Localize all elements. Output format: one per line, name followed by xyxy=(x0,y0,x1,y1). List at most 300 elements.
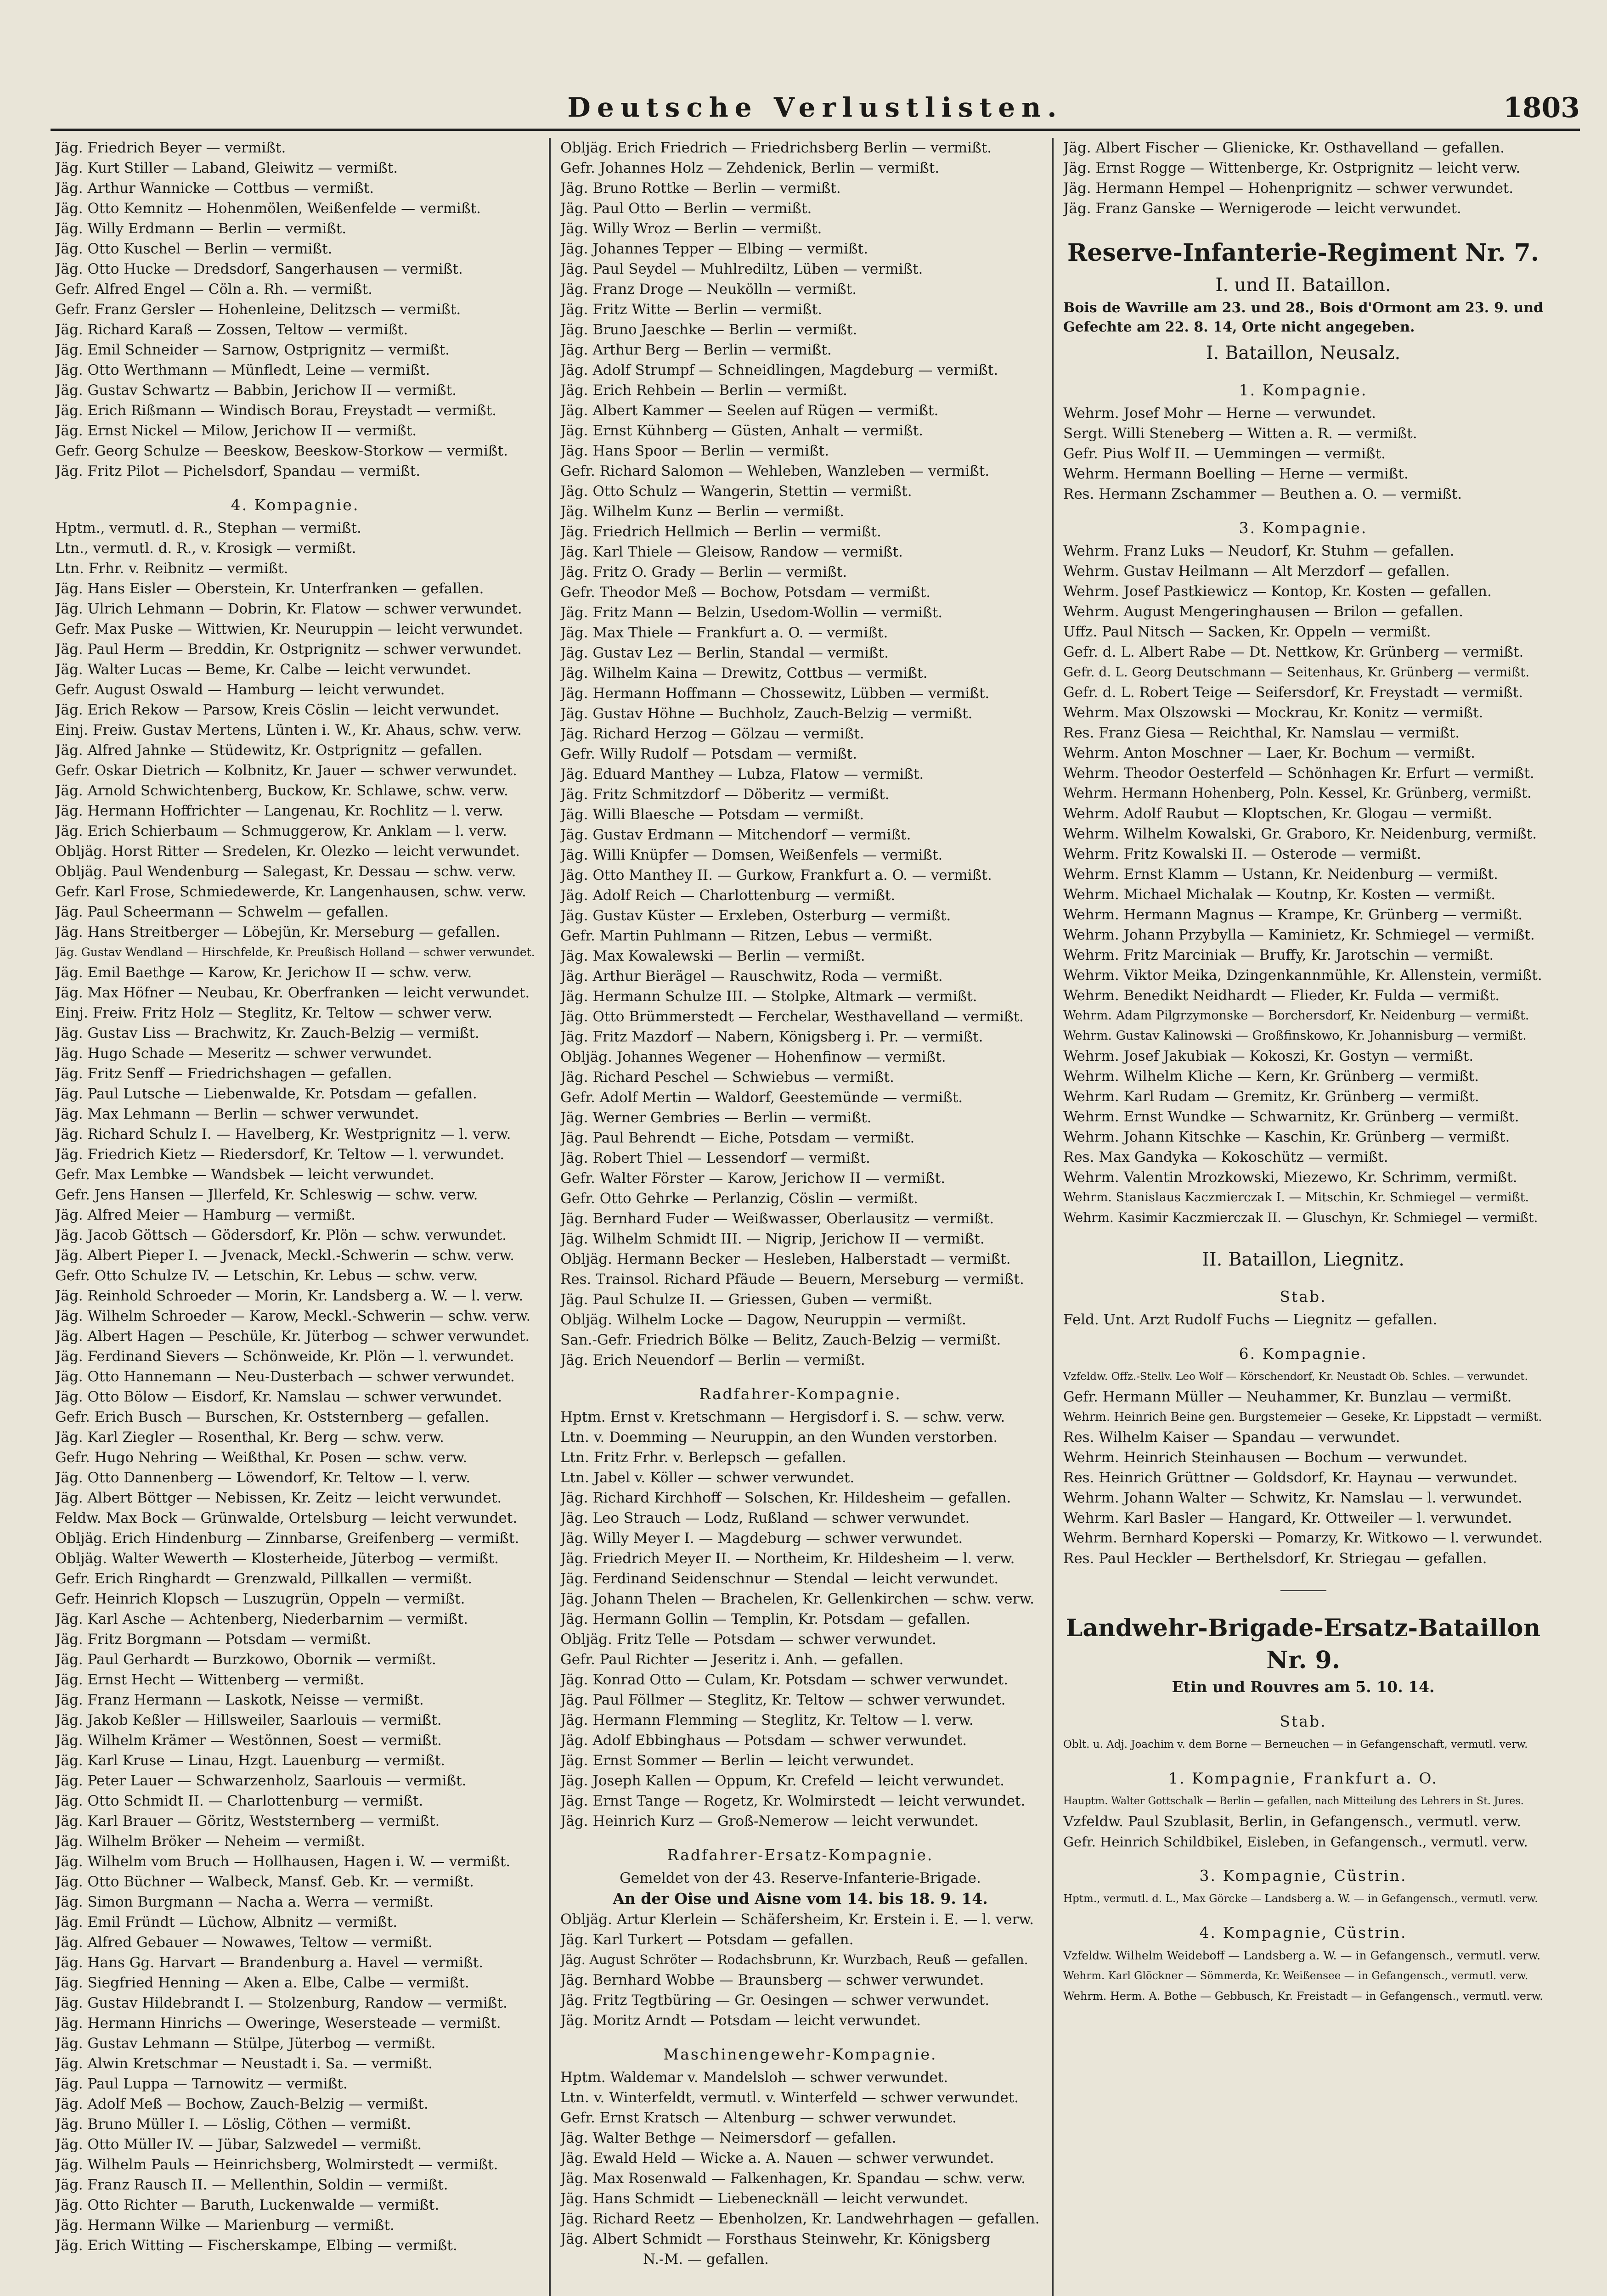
casualty-entry: Res. Trainsol. Richard Pfäude — Beuern, Merseburg — vermißt. xyxy=(560,1271,1024,1288)
casualty-entry: Jäg. Johann Thelen — Brachelen, Kr. Gellenkirchen — schw. verw. xyxy=(560,1591,1034,1607)
section-heading: Stab. xyxy=(1280,1288,1327,1306)
casualty-entry: Jäg. Friedrich Meyer II. — Northeim, Kr. Hildesheim — l. verw. xyxy=(560,1550,1015,1567)
casualty-entry: Hptm., vermutl. d. R., Stephan — vermißt. xyxy=(55,520,361,536)
casualty-entry: Jäg. Ernst Kühnberg — Güsten, Anhalt — vermißt. xyxy=(560,422,924,439)
casualty-entry: Jäg. Ewald Held — Wicke a. A. Nauen — schwer verwundet. xyxy=(560,2150,994,2167)
casualty-entry: Obljäg. Hermann Becker — Hesleben, Halberstadt — vermißt. xyxy=(560,1251,1011,1267)
casualty-entry: Jäg. Otto Bölow — Eisdorf, Kr. Namslau — schwer verwundet. xyxy=(55,1389,502,1405)
column-middle xyxy=(560,138,1040,2296)
casualty-entry: Jäg. Adolf Meß — Bochow, Zauch-Belzig — vermißt. xyxy=(55,2096,429,2112)
casualty-entry: Jäg. Bernhard Wobbe — Braunsberg — schwer verwundet. xyxy=(560,1972,984,1988)
casualty-entry: Jäg. Willy Meyer I. — Magdeburg — schwer verwundet. xyxy=(560,1530,963,1547)
casualty-list xyxy=(1063,541,1543,1228)
casualty-entry: Feld. Unt. Arzt Rudolf Fuchs — Liegnitz — gefallen. xyxy=(1063,1311,1438,1328)
section-heading: Stab. xyxy=(1280,1712,1327,1730)
casualty-entry: Jäg. Gustav Liss — Brachwitz, Kr. Zauch-Belzig — vermißt. xyxy=(55,1025,479,1041)
section-heading: 1. Kompagnie, Frankfurt a. O. xyxy=(1168,1769,1438,1787)
casualty-entry: Jäg. Adolf Strumpf — Schneidlingen, Magdeburg — vermißt. xyxy=(560,362,998,378)
casualty-entry: Jäg. Ernst Tange — Rogetz, Kr. Wolmirstedt — leicht verwundet. xyxy=(560,1793,1026,1809)
casualty-entry: Wehrm. Gustav Kalinowski — Großfinskowo, Kr. Johannisburg — vermißt. xyxy=(1063,1029,1527,1043)
column-rule xyxy=(1052,138,1054,2296)
casualty-entry: Jäg. Otto Richter — Baruth, Luckenwalde — vermißt. xyxy=(55,2197,440,2213)
casualty-entry: Res. Heinrich Grüttner — Goldsdorf, Kr. Haynau — verwundet. xyxy=(1063,1469,1518,1486)
casualty-entry: Jäg. Reinhold Schroeder — Morin, Kr. Landsberg a. W. — l. verw. xyxy=(55,1288,524,1304)
casualty-entry: Jäg. Hermann Hoffmann — Chossewitz, Lübben — vermißt. xyxy=(560,685,990,702)
casualty-entry: Jäg. Walter Bethge — Neimersdorf — gefallen. xyxy=(560,2130,897,2146)
casualty-entry: Wehrm. Fritz Kowalski II. — Osterode — vermißt. xyxy=(1063,846,1421,862)
entry-continuation: N.-M. — gefallen. xyxy=(643,2251,769,2268)
casualty-entry: Hptm. Ernst v. Kretschmann — Hergisdorf i. S. — schw. verw. xyxy=(560,1409,1005,1425)
casualty-entry: Jäg. Gustav Höhne — Buchholz, Zauch-Belzig — vermißt. xyxy=(560,705,973,722)
casualty-entry: Gefr. Erich Ringhardt — Grenzwald, Pillkallen — vermißt. xyxy=(55,1570,473,1587)
casualty-entry: Gefr. Walter Förster — Karow, Jerichow II — vermißt. xyxy=(560,1170,946,1187)
casualty-entry: Jäg. Moritz Arndt — Potsdam — leicht verwundet. xyxy=(560,2012,921,2029)
casualty-entry: Jäg. Arthur Wannicke — Cottbus — vermißt. xyxy=(55,180,374,197)
casualty-entry: Jäg. Hermann Hinrichs — Oweringe, Wesersteade — vermißt. xyxy=(55,2015,501,2032)
section-heading: 4. Kompagnie, Cüstrin. xyxy=(1199,1924,1407,1941)
battalion-heading: I. Bataillon, Neusalz. xyxy=(1206,343,1401,364)
section-heading: Radfahrer-Kompagnie. xyxy=(699,1385,902,1403)
casualty-entry: Jäg. Ferdinand Seidenschnur — Stendal — leicht verwundet. xyxy=(560,1570,999,1587)
casualty-entry: Obljäg. Horst Ritter — Sredelen, Kr. Olezko — leicht verwundet. xyxy=(55,843,520,860)
casualty-entry: Wehrm. Benedikt Neidhardt — Flieder, Kr. Fulda — vermißt. xyxy=(1063,987,1500,1004)
casualty-entry: Jäg. Siegfried Henning — Aken a. Elbe, Calbe — vermißt. xyxy=(55,1975,469,1991)
casualty-entry: Jäg. Paul Gerhardt — Burzkowo, Obornik — vermißt. xyxy=(55,1651,436,1668)
casualty-entry: Gefr. Franz Gersler — Hohenleine, Delitzsch — vermißt. xyxy=(55,301,461,318)
casualty-entry: San.-Gefr. Friedrich Bölke — Belitz, Zauch-Belzig — vermißt. xyxy=(560,1332,1001,1348)
casualty-entry: Jäg. Willy Erdmann — Berlin — vermißt. xyxy=(55,220,347,237)
battle-dates: Etin und Rouvres am 5. 10. 14. xyxy=(1172,1678,1435,1696)
casualty-entry: Res. Franz Giesa — Reichthal, Kr. Namslau — vermißt. xyxy=(1063,725,1460,741)
casualty-entry: Wehrm. Adam Pilgrzymonske — Borchersdorf, Kr. Neidenburg — vermißt. xyxy=(1063,1008,1529,1023)
casualty-entry: Jäg. Fritz Senff — Friedrichshagen — gefallen. xyxy=(55,1065,392,1082)
casualty-entry: Jäg. Richard Herzog — Gölzau — vermißt. xyxy=(560,726,864,742)
casualty-entry: Jäg. Friedrich Beyer — vermißt. xyxy=(55,140,286,156)
casualty-entry: Jäg. Emil Schneider — Sarnow, Ostprignitz — vermißt. xyxy=(55,342,450,358)
casualty-entry: Jäg. Erich Schierbaum — Schmuggerow, Kr. Anklam — l. verw. xyxy=(55,823,507,839)
casualty-entry: Jäg. Albert Böttger — Nebissen, Kr. Zeitz — leicht verwundet. xyxy=(55,1490,502,1506)
casualty-entry: Gefr. Erich Busch — Burschen, Kr. Oststernberg — gefallen. xyxy=(55,1409,490,1425)
casualty-list xyxy=(560,138,1040,1370)
casualty-entry: Jäg. Wilhelm Bröker — Neheim — vermißt. xyxy=(55,1833,365,1850)
casualty-entry: Jäg. Hugo Schade — Meseritz — schwer verwundet. xyxy=(55,1045,432,1062)
casualty-entry: Obljäg. Walter Wewerth — Klosterheide, Jüterbog — vermißt. xyxy=(55,1550,499,1567)
column-rule xyxy=(549,138,551,2296)
casualty-entry: Gefr. Paul Richter — Jeseritz i. Anh. — gefallen. xyxy=(560,1651,904,1668)
casualty-list xyxy=(560,2067,1040,2249)
casualty-entry: Jäg. Ulrich Lehmann — Dobrin, Kr. Flatow — schwer verwundet. xyxy=(55,601,522,617)
section-divider xyxy=(1280,1590,1326,1591)
casualty-entry: Wehrm. Hermann Boelling — Herne — vermißt. xyxy=(1063,466,1409,482)
casualty-entry: Wehrm. Hermann Hohenberg, Poln. Kessel, Kr. Grünberg, vermißt. xyxy=(1063,785,1532,801)
section-note: Gemeldet von der 43. Reserve-Infanterie-Brigade. xyxy=(620,1870,981,1886)
casualty-entry: Jäg. Otto Hucke — Dredsdorf, Sangerhausen — vermißt. xyxy=(55,261,463,277)
casualty-entry: Jäg. Werner Gembries — Berlin — vermißt. xyxy=(560,1109,872,1126)
casualty-entry: Jäg. Hans Gg. Harvart — Brandenburg a. Havel — vermißt. xyxy=(55,1954,484,1971)
casualty-list xyxy=(1063,138,1543,219)
casualty-entry: Jäg. Paul Otto — Berlin — vermißt. xyxy=(560,200,812,217)
casualty-entry: Jäg. Fritz Witte — Berlin — vermißt. xyxy=(560,301,823,318)
casualty-entry: Gefr. Otto Schulze IV. — Letschin, Kr. Lebus — schw. verw. xyxy=(55,1267,478,1284)
casualty-entry: Jäg. Fritz O. Grady — Berlin — vermißt. xyxy=(560,564,847,580)
casualty-entry: Jäg. Ferdinand Sievers — Schönweide, Kr. Plön — l. verwundet. xyxy=(55,1348,514,1365)
casualty-entry: Jäg. Erich Rekow — Parsow, Kreis Cöslin — leicht verwundet. xyxy=(55,702,500,718)
casualty-entry: Obljäg. Johannes Wegener — Hohenfinow — vermißt. xyxy=(560,1049,946,1065)
casualty-entry: Obljäg. Wilhelm Locke — Dagow, Neuruppin — vermißt. xyxy=(560,1311,966,1328)
casualty-entry: Jäg. Gustav Wendland — Hirschfelde, Kr. Preußisch Holland — schwer verwundet. xyxy=(55,945,535,959)
section-heading: Radfahrer-Ersatz-Kompagnie. xyxy=(667,1846,934,1864)
section-heading: 3. Kompagnie, Cüstrin. xyxy=(1199,1867,1407,1885)
casualty-entry: Ltn. Jabel v. Köller — schwer verwundet. xyxy=(560,1469,855,1486)
casualty-entry: Jäg. Max Thiele — Frankfurt a. O. — vermißt. xyxy=(560,625,888,641)
casualty-entry: Jäg. Richard Kirchhoff — Solschen, Kr. Hildesheim — gefallen. xyxy=(560,1490,1011,1506)
casualty-entry: Jäg. Ernst Nickel — Milow, Jerichow II — vermißt. xyxy=(55,422,417,439)
casualty-entry: Jäg. Karl Turkert — Potsdam — gefallen. xyxy=(560,1931,854,1948)
casualty-entry: Jäg. Paul Luppa — Tarnowitz — vermißt. xyxy=(55,2076,348,2092)
page-header xyxy=(51,92,1580,131)
casualty-entry: Uffz. Paul Nitsch — Sacken, Kr. Oppeln — vermißt. xyxy=(1063,624,1431,640)
casualty-entry: Wehrm. Josef Pastkiewicz — Kontop, Kr. Kosten — gefallen. xyxy=(1063,583,1492,600)
casualty-entry: Hauptm. Walter Gottschalk — Berlin — gefallen, nach Mitteilung des Lehrers in St. Jures. xyxy=(1063,1795,1524,1807)
casualty-entry: Jäg. Hans Eisler — Oberstein, Kr. Unterfranken — gefallen. xyxy=(55,580,484,597)
casualty-entry: Jäg. Wilhelm Krämer — Westönnen, Soest — vermißt. xyxy=(55,1732,442,1749)
casualty-entry: Jäg. Wilhelm Kaina — Drewitz, Cottbus — vermißt. xyxy=(560,665,928,681)
casualty-entry: Jäg. Albert Pieper I. — Jvenack, Meckl.-Schwerin — schw. verw. xyxy=(55,1247,514,1264)
casualty-entry: Wehrm. Kasimir Kaczmierczak II. — Gluschyn, Kr. Schmiegel — vermißt. xyxy=(1063,1210,1538,1225)
casualty-entry: Jäg. Wilhelm Kunz — Berlin — vermißt. xyxy=(560,503,844,520)
casualty-entry: Jäg. Willi Knüpfer — Domsen, Weißenfels — vermißt. xyxy=(560,847,943,863)
casualty-entry: Obljäg. Erich Friedrich — Friedrichsberg Berlin — vermißt. xyxy=(560,140,992,156)
casualty-entry: Hptm. Waldemar v. Mandelsloh — schwer verwundet. xyxy=(560,2069,948,2086)
casualty-entry: Jäg. Willy Wroz — Berlin — vermißt. xyxy=(560,220,822,237)
casualty-entry: Jäg. Richard Karaß — Zossen, Teltow — vermißt. xyxy=(55,321,408,338)
battle-description: Bois de Wavrille am 23. und 28., Bois d'Ormont am 23. 9. und Gefechte am 22. 8. 14, Orte nicht angegeben. xyxy=(1063,300,1543,335)
casualty-entry: Gefr. Johannes Holz — Zehdenick, Berlin — vermißt. xyxy=(560,160,940,176)
casualty-entry: Jäg. Otto Kemnitz — Hohenmölen, Weißenfelde — vermißt. xyxy=(55,200,481,217)
casualty-entry: Wehrm. Michael Michalak — Koutnp, Kr. Kosten — vermißt. xyxy=(1063,886,1496,903)
casualty-entry: Jäg. Ernst Rogge — Wittenberge, Kr. Ostprignitz — leicht verw. xyxy=(1063,160,1521,176)
casualty-entry: Jäg. Wilhelm Pauls — Heinrichsberg, Wolmirstedt — vermißt. xyxy=(55,2156,498,2173)
casualty-entry: Jäg. Max Höfner — Neubau, Kr. Oberfranken — leicht verwundet. xyxy=(55,985,530,1001)
casualty-entry: Jäg. Leo Strauch — Lodz, Rußland — schwer verwundet. xyxy=(560,1510,970,1526)
casualty-entry: Res. Paul Heckler — Berthelsdorf, Kr. Striegau — gefallen. xyxy=(1063,1550,1487,1567)
casualty-entry: Jäg. Fritz Schmitzdorf — Döberitz — vermißt. xyxy=(560,786,890,803)
casualty-entry: Wehrm. Johann Kitschke — Kaschin, Kr. Grünberg — vermißt. xyxy=(1063,1129,1510,1145)
casualty-entry: Wehrm. Wilhelm Kliche — Kern, Kr. Grünberg — vermißt. xyxy=(1063,1068,1479,1085)
casualty-entry: Gefr. Theodor Meß — Bochow, Potsdam — vermißt. xyxy=(560,584,931,601)
casualty-entry: Jäg. Otto Brümmerstedt — Ferchelar, Westhavelland — vermißt. xyxy=(560,1008,1024,1025)
casualty-entry: Jäg. Otto Hannemann — Neu-Dusterbach — schwer verwundet. xyxy=(55,1368,515,1385)
casualty-entry: Jäg. Hermann Schulze III. — Stolpke, Altmark — vermißt. xyxy=(560,988,977,1005)
casualty-entry: Jäg. Emil Baethge — Karow, Kr. Jerichow II — schw. verw. xyxy=(55,964,472,981)
casualty-entry: Wehrm. Josef Jakubiak — Kokoszi, Kr. Gostyn — vermißt. xyxy=(1063,1048,1474,1064)
section-heading: 1. Kompagnie. xyxy=(1239,381,1368,399)
casualty-list xyxy=(560,1407,1040,1831)
casualty-entry: Wehrm. Max Olszowski — Mockrau, Kr. Konitz — vermißt. xyxy=(1063,704,1483,721)
casualty-entry: Obljäg. Erich Hindenburg — Zinnbarse, Greifenberg — vermißt. xyxy=(55,1530,519,1547)
casualty-entry: Ltn. v. Doemming — Neuruppin, an den Wunden verstorben. xyxy=(560,1429,998,1446)
casualty-entry: Oblt. u. Adj. Joachim v. dem Borne — Berneuchen — in Gefangenschaft, vermutl. verw. xyxy=(1063,1739,1528,1750)
casualty-entry: Jäg. Fritz Borgmann — Potsdam — vermißt. xyxy=(55,1631,372,1648)
casualty-entry: Sergt. Willi Steneberg — Witten a. R. — vermißt. xyxy=(1063,425,1417,442)
casualty-entry: Gefr. Max Puske — Wittwien, Kr. Neuruppin — leicht verwundet. xyxy=(55,621,523,637)
casualty-list xyxy=(1063,1367,1543,1569)
casualty-entry: Wehrm. Viktor Meika, Dzingenkannmühle, Kr. Allenstein, vermißt. xyxy=(1063,967,1542,984)
casualty-entry: Jäg. Gustav Schwartz — Babbin, Jerichow II — vermißt. xyxy=(55,382,457,399)
casualty-entry: Vzfeldw. Offz.-Stellv. Leo Wolf — Körschendorf, Kr. Neustadt Ob. Schles. — verwundet. xyxy=(1063,1371,1528,1383)
casualty-entry: Jäg. Alfred Jahnke — Stüdewitz, Kr. Ostprignitz — gefallen. xyxy=(55,742,483,759)
casualty-entry: Wehrm. Karl Basler — Hangard, Kr. Ottweiler — l. verwundet. xyxy=(1063,1510,1512,1526)
casualty-entry: Jäg. Karl Ziegler — Rosenthal, Kr. Berg — schw. verw. xyxy=(55,1429,444,1446)
casualty-entry: Jäg. Karl Asche — Achtenberg, Niederbarnim — vermißt. xyxy=(55,1611,468,1627)
casualty-entry: Jäg. Franz Rausch II. — Mellenthin, Soldin — vermißt. xyxy=(55,2177,448,2193)
column-left xyxy=(55,138,535,2296)
casualty-entry: Jäg. Bernhard Fuder — Weißwasser, Oberlausitz — vermißt. xyxy=(560,1210,994,1227)
casualty-entry: Jäg. Hans Streitberger — Löbejün, Kr. Merseburg — gefallen. xyxy=(55,924,501,940)
casualty-entry: Gefr. Martin Puhlmann — Ritzen, Lebus — vermißt. xyxy=(560,928,933,944)
casualty-entry: Jäg. Gustav Hildebrandt I. — Stolzenburg, Randow — vermißt. xyxy=(55,1995,507,2011)
casualty-entry: Wehrm. Bernhard Koperski — Pomarzy, Kr. Witkowo — l. verwundet. xyxy=(1063,1530,1543,1546)
casualty-entry: Wehrm. Johann Przybylla — Kaminietz, Kr. Schmiegel — vermißt. xyxy=(1063,927,1535,943)
casualty-entry: Jäg. Otto Büchner — Walbeck, Mansf. Geb. Kr. — vermißt. xyxy=(55,1874,474,1890)
casualty-entry: Res. Wilhelm Kaiser — Spandau — verwundet. xyxy=(1063,1429,1400,1446)
casualty-entry: Jäg. Hermann Gollin — Templin, Kr. Potsdam — gefallen. xyxy=(560,1611,971,1627)
casualty-entry: Jäg. Joseph Kallen — Oppum, Kr. Crefeld — leicht verwundet. xyxy=(560,1773,1005,1789)
casualty-entry: Jäg. Johannes Tepper — Elbing — vermißt. xyxy=(560,241,868,257)
casualty-entry: Jäg. Karl Brauer — Göritz, Weststernberg — vermißt. xyxy=(55,1813,440,1829)
casualty-entry: Jäg. Wilhelm vom Bruch — Hollhausen, Hagen i. W. — vermißt. xyxy=(55,1853,511,1870)
casualty-entry: Jäg. Willi Blaesche — Potsdam — vermißt. xyxy=(560,806,864,823)
casualty-entry: Jäg. Heinrich Kurz — Groß-Nemerow — leicht verwundet. xyxy=(560,1813,979,1829)
casualty-entry: Wehrm. Theodor Oesterfeld — Schönhagen Kr. Erfurt — vermißt. xyxy=(1063,765,1534,782)
casualty-entry: Wehrm. Wilhelm Kowalski, Gr. Graboro, Kr. Neidenburg, vermißt. xyxy=(1063,826,1537,842)
casualty-entry: Jäg. Albert Fischer — Glienicke, Kr. Osthavelland — gefallen. xyxy=(1063,140,1505,156)
casualty-entry: Jäg. Hermann Hempel — Hohenprignitz — schwer verwundet. xyxy=(1063,180,1514,197)
casualty-entry: Jäg. Emil Fründt — Lüchow, Albnitz — vermißt. xyxy=(55,1914,398,1930)
casualty-entry: Wehrm. Josef Mohr — Herne — verwundet. xyxy=(1063,405,1376,422)
casualty-entry: Jäg. Karl Thiele — Gleisow, Randow — vermißt. xyxy=(560,544,903,560)
casualty-entry: Jäg. Richard Peschel — Schwiebus — vermißt. xyxy=(560,1069,894,1086)
casualty-entry: Jäg. Hans Spoor — Berlin — vermißt. xyxy=(560,443,829,459)
casualty-entry: Gefr. Willy Rudolf — Potsdam — vermißt. xyxy=(560,746,857,762)
casualty-entry: Ltn. Frhr. v. Reibnitz — vermißt. xyxy=(55,560,288,577)
casualty-entry: Wehrm. Karl Rudam — Gremitz, Kr. Grünberg — vermißt. xyxy=(1063,1088,1479,1105)
battalion-heading: I. und II. Bataillon. xyxy=(1215,275,1391,296)
casualty-entry: Jäg. Wilhelm Schmidt III. — Nigrip, Jerichow II — vermißt. xyxy=(560,1231,985,1247)
casualty-entry: Jäg. Max Lehmann — Berlin — schwer verwundet. xyxy=(55,1106,419,1122)
casualty-entry: Gefr. Hermann Müller — Neuhammer, Kr. Bunzlau — vermißt. xyxy=(1063,1389,1512,1405)
casualty-entry: Jäg. Hermann Hoffrichter — Langenau, Kr. Rochlitz — l. verw. xyxy=(55,803,503,819)
casualty-entry: Jäg. Franz Droge — Neukölln — vermißt. xyxy=(560,281,857,298)
casualty-list xyxy=(1063,403,1543,504)
casualty-entry: Vzfeldw. Wilhelm Weideboff — Landsberg a. W. — in Gefangensch., vermutl. verw. xyxy=(1063,1949,1541,1962)
casualty-entry: Jäg. Gustav Lez — Berlin, Standal — vermißt. xyxy=(560,645,889,661)
casualty-entry: Jäg. Jakob Keßler — Hillsweiler, Saarlouis — vermißt. xyxy=(55,1712,442,1728)
section-heading: 4. Kompagnie. xyxy=(231,496,360,514)
casualty-entry: Wehrm. Gustav Heilmann — Alt Merzdorf — gefallen. xyxy=(1063,563,1450,580)
casualty-entry: Jäg. Friedrich Hellmich — Berlin — vermißt. xyxy=(560,523,881,540)
casualty-list xyxy=(1063,1946,1543,2006)
casualty-entry: Jäg. Konrad Otto — Culam, Kr. Potsdam — schwer verwundet. xyxy=(560,1671,1009,1688)
casualty-entry: Gefr. Oskar Dietrich — Kolbnitz, Kr. Jauer — schwer verwundet. xyxy=(55,762,517,779)
casualty-entry: Jäg. Hermann Wilke — Marienburg — vermißt. xyxy=(55,2217,395,2234)
casualty-entry: Wehrm. Valentin Mrozkowski, Miezewo, Kr. Schrimm, vermißt. xyxy=(1063,1169,1517,1186)
casualty-entry: Jäg. Bruno Müller I. — Löslig, Cöthen — vermißt. xyxy=(55,2116,412,2133)
casualty-entry: Gefr. d. L. Robert Teige — Seifersdorf, Kr. Freystadt — vermißt. xyxy=(1063,684,1523,701)
casualty-entry: Jäg. Otto Werthmann — Münfledt, Leine — vermißt. xyxy=(55,362,430,378)
casualty-entry: Jäg. Paul Schulze II. — Griessen, Guben — vermißt. xyxy=(560,1291,933,1308)
casualty-entry: Wehrm. Franz Luks — Neudorf, Kr. Stuhm — gefallen. xyxy=(1063,543,1455,559)
casualty-entry: Jäg. Arthur Berg — Berlin — vermißt. xyxy=(560,342,832,358)
casualty-entry: Jäg. Karl Kruse — Linau, Hzgt. Lauenburg — vermißt. xyxy=(55,1752,445,1769)
casualty-entry: Jäg. Paul Herm — Breddin, Kr. Ostprignitz — schwer verwundet. xyxy=(55,641,522,658)
section-heading: Maschinengewehr-Kompagnie. xyxy=(663,2045,937,2063)
casualty-entry: Jäg. Albert Kammer — Seelen auf Rügen — vermißt. xyxy=(560,402,939,419)
casualty-entry: Einj. Freiw. Gustav Mertens, Lünten i. W., Kr. Ahaus, schw. verw. xyxy=(55,722,522,738)
casualty-entry: Obljäg. Artur Klerlein — Schäfersheim, Kr. Erstein i. E. — l. verw. xyxy=(560,1911,1034,1928)
casualty-entry: Gefr. Richard Salomon — Wehleben, Wanzleben — vermißt. xyxy=(560,463,990,479)
casualty-entry: Jäg. Adolf Ebbinghaus — Potsdam — schwer verwundet. xyxy=(560,1732,967,1749)
publication-title: Deutsche Verlustlisten. xyxy=(567,92,1063,123)
casualty-entry: Jäg. Otto Manthey II. — Gurkow, Frankfurt a. O. — vermißt. xyxy=(560,867,992,884)
casualty-entry: Jäg. Franz Ganske — Wernigerode — leicht verwundet. xyxy=(1063,200,1461,217)
casualty-entry: Jäg. Arthur Bierägel — Rauschwitz, Roda — vermißt. xyxy=(560,968,943,985)
casualty-entry: Jäg. Paul Behrendt — Eiche, Potsdam — vermißt. xyxy=(560,1130,915,1146)
casualty-entry: Jäg. Adolf Reich — Charlottenburg — vermißt. xyxy=(560,887,896,904)
casualty-entry: Jäg. Albert Hagen — Peschüle, Kr. Jüterbog — schwer verwundet. xyxy=(55,1328,530,1345)
page-number: 1803 xyxy=(1503,92,1580,124)
casualty-entry: Vzfeldw. Paul Szublasit, Berlin, in Gefangensch., vermutl. verw. xyxy=(1063,1813,1521,1830)
casualty-entry: Jäg. Erich Neuendorf — Berlin — vermißt. xyxy=(560,1352,865,1368)
casualty-entry: Gefr. Hugo Nehring — Weißthal, Kr. Posen — schw. verw. xyxy=(55,1449,468,1466)
casualty-entry: Obljäg. Fritz Telle — Potsdam — schwer verwundet. xyxy=(560,1631,936,1648)
casualty-entry: Ltn., vermutl. d. R., v. Krosigk — vermißt. xyxy=(55,540,356,557)
casualty-entry: Jäg. Otto Schulz — Wangerin, Stettin — vermißt. xyxy=(560,483,912,500)
casualty-entry: Jäg. Ernst Hecht — Wittenberg — vermißt. xyxy=(55,1671,364,1688)
casualty-entry: Jäg. Paul Lutsche — Liebenwalde, Kr. Potsdam — gefallen. xyxy=(55,1086,477,1102)
casualty-entry: Gefr. Jens Hansen — Jllerfeld, Kr. Schleswig — schw. verw. xyxy=(55,1187,478,1203)
casualty-entry: Jäg. Gustav Erdmann — Mitchendorf — vermißt. xyxy=(560,827,911,843)
casualty-entry: Jäg. Bruno Rottke — Berlin — vermißt. xyxy=(560,180,841,197)
casualty-entry: Jäg. Kurt Stiller — Laband, Gleiwitz — vermißt. xyxy=(55,160,398,176)
casualty-list xyxy=(1063,1734,1543,1755)
casualty-entry: Jäg. August Schröter — Rodachsbrunn, Kr. Wurzbach, Reuß — gefallen. xyxy=(560,1952,1028,1967)
casualty-entry: Jäg. Walter Lucas — Beme, Kr. Calbe — leicht verwundet. xyxy=(55,661,471,678)
casualty-entry: Gefr. d. L. Albert Rabe — Dt. Nettkow, Kr. Grünberg — vermißt. xyxy=(1063,644,1524,660)
casualty-entry: Jäg. Otto Müller IV. — Jübar, Salzwedel — vermißt. xyxy=(55,2136,422,2153)
casualty-entry: Wehrm. Hermann Magnus — Krampe, Kr. Grünberg — vermißt. xyxy=(1063,906,1523,923)
casualty-entry: Wehrm. Adolf Raubut — Kloptschen, Kr. Glogau — vermißt. xyxy=(1063,805,1493,822)
casualty-entry: Jäg. Hermann Flemming — Steglitz, Kr. Teltow — l. verw. xyxy=(560,1712,974,1728)
casualty-entry: Gefr. Adolf Mertin — Waldorf, Geestemünde — vermißt. xyxy=(560,1089,963,1106)
casualty-list xyxy=(1063,1889,1543,1909)
regiment-heading: Landwehr-Brigade-Ersatz-Bataillon Nr. 9. xyxy=(1066,1614,1541,1674)
casualty-entry: Einj. Freiw. Fritz Holz — Steglitz, Kr. Teltow — schwer verw. xyxy=(55,1005,493,1021)
casualty-list xyxy=(55,138,535,481)
casualty-entry: Jäg. Arnold Schwichtenberg, Buckow, Kr. Schlawe, schw. verw. xyxy=(55,782,508,799)
casualty-entry: Ltn. v. Winterfeldt, vermutl. v. Winterfeld — schwer verwundet. xyxy=(560,2089,1019,2106)
battalion-heading: II. Bataillon, Liegnitz. xyxy=(1202,1249,1404,1270)
casualty-list xyxy=(55,518,535,2256)
casualty-entry: Jäg. Wilhelm Schroeder — Karow, Meckl.-Schwerin — schw. verw. xyxy=(55,1308,531,1324)
casualty-entry: Res. Max Gandyka — Kokoschütz — vermißt. xyxy=(1063,1149,1388,1165)
casualty-entry: Jäg. Alwin Kretschmar — Neustadt i. Sa. — vermißt. xyxy=(55,2055,433,2072)
casualty-entry: Hptm., vermutl. d. L., Max Görcke — Landsberg a. W. — in Gefangensch., vermutl. verw. xyxy=(1063,1893,1538,1905)
casualty-entry: Jäg. Friedrich Kietz — Riedersdorf, Kr. Teltow — l. verwundet. xyxy=(55,1146,505,1163)
casualty-entry: Jäg. Richard Schulz I. — Havelberg, Kr. Westprignitz — l. verw. xyxy=(55,1126,511,1142)
casualty-entry: Jäg. Erich Rißmann — Windisch Borau, Freystadt — vermißt. xyxy=(55,402,496,419)
casualty-entry: Feldw. Max Bock — Grünwalde, Ortelsburg — leicht verwundet. xyxy=(55,1510,518,1526)
casualty-entry: Gefr. d. L. Georg Deutschmann — Seitenhaus, Kr. Grünberg — vermißt. xyxy=(1063,664,1530,680)
casualty-entry: Gefr. Pius Wolf II. — Uemmingen — vermißt. xyxy=(1063,445,1386,462)
casualty-entry: Wehrm. Johann Walter — Schwitz, Kr. Namslau — l. verwundet. xyxy=(1063,1490,1522,1506)
casualty-entry: Jäg. Max Rosenwald — Falkenhagen, Kr. Spandau — schw. verw. xyxy=(560,2170,1026,2187)
casualty-entry: Jäg. Franz Hermann — Laskotk, Neisse — vermißt. xyxy=(55,1692,424,1708)
casualty-list xyxy=(1063,1791,1543,1852)
casualty-entry: Jäg. Peter Lauer — Schwarzenholz, Saarlouis — vermißt. xyxy=(55,1773,467,1789)
regiment-heading: Reserve-Infanterie-Regiment Nr. 7. xyxy=(1067,239,1539,267)
casualty-entry: Jäg. Albert Schmidt — Forsthaus Steinwehr, Kr. Königsberg xyxy=(560,2231,991,2247)
casualty-entry: Wehrm. Ernst Wundke — Schwarnitz, Kr. Grünberg — vermißt. xyxy=(1063,1109,1519,1125)
casualty-entry: Gefr. Karl Frose, Schmiedewerde, Kr. Langenhausen, schw. verw. xyxy=(55,884,526,900)
casualty-entry: Jäg. Gustav Lehmann — Stülpe, Jüterbog — vermißt. xyxy=(55,2035,436,2052)
battle-dates: An der Oise und Aisne vom 14. bis 18. 9. 14. xyxy=(613,1890,988,1908)
casualty-entry: Jäg. Fritz Pilot — Pichelsdorf, Spandau — vermißt. xyxy=(55,463,421,479)
casualty-entry: Wehrm. Stanislaus Kaczmierczak I. — Mitschin, Kr. Schmiegel — vermißt. xyxy=(1063,1190,1529,1204)
casualty-entry: Jäg. Ernst Sommer — Berlin — leicht verwundet. xyxy=(560,1752,914,1769)
casualty-entry: Wehrm. August Mengeringhausen — Brilon — gefallen. xyxy=(1063,603,1463,620)
casualty-entry: Jäg. Richard Reetz — Ebenholzen, Kr. Landwehrhagen — gefallen. xyxy=(560,2211,1040,2227)
casualty-entry: Jäg. Alfred Gebauer — Nowawes, Teltow — vermißt. xyxy=(55,1934,433,1951)
casualty-entry: Jäg. Fritz Mazdorf — Nabern, Königsberg i. Pr. — vermißt. xyxy=(560,1029,983,1045)
casualty-list xyxy=(560,1909,1040,2031)
casualty-entry: Jäg. Paul Scheermann — Schwelm — gefallen. xyxy=(55,904,389,920)
casualty-entry: Jäg. Erich Witting — Fischerskampe, Elbing — vermißt. xyxy=(55,2237,457,2254)
casualty-entry: Jäg. Erich Rehbein — Berlin — vermißt. xyxy=(560,382,847,399)
casualty-entry: Wehrm. Herm. A. Bothe — Gebbusch, Kr. Freistadt — in Gefangensch., vermutl. verw. xyxy=(1063,1990,1543,2003)
casualty-entry: Jäg. Otto Kuschel — Berlin — vermißt. xyxy=(55,241,333,257)
casualty-entry: Jäg. Eduard Manthey — Lubza, Flatow — vermißt. xyxy=(560,766,924,782)
casualty-entry: Jäg. Fritz Mann — Belzin, Usedom-Wollin — vermißt. xyxy=(560,604,943,621)
casualty-entry: Gefr. Max Lembke — Wandsbek — leicht verwundet. xyxy=(55,1166,434,1183)
casualty-entry: Gefr. Heinrich Klopsch — Luszugrün, Oppeln — vermißt. xyxy=(55,1591,465,1607)
casualty-entry: Obljäg. Paul Wendenburg — Salegast, Kr. Dessau — schw. verw. xyxy=(55,863,516,880)
casualty-entry: Gefr. Georg Schulze — Beeskow, Beeskow-Storkow — vermißt. xyxy=(55,443,508,459)
casualty-entry: Wehrm. Fritz Marciniak — Bruffy, Kr. Jarotschin — vermißt. xyxy=(1063,947,1494,963)
casualty-entry: Ltn. Fritz Frhr. v. Berlepsch — gefallen. xyxy=(560,1449,846,1466)
casualty-entry: Jäg. Robert Thiel — Lessendorf — vermißt. xyxy=(560,1150,870,1166)
casualty-entry: Jäg. Simon Burgmann — Nacha a. Werra — vermißt. xyxy=(55,1894,434,1910)
casualty-entry: Wehrm. Heinrich Beine gen. Burgstemeier — Geseke, Kr. Lippstadt — vermißt. xyxy=(1063,1410,1542,1424)
casualty-entry: Jäg. Fritz Tegtbüring — Gr. Oesingen — schwer verwundet. xyxy=(560,1992,990,2009)
casualty-list xyxy=(1063,1310,1543,1330)
casualty-entry: Jäg. Otto Dannenberg — Löwendorf, Kr. Teltow — l. verw. xyxy=(55,1469,471,1486)
casualty-entry: Jäg. Max Kowalewski — Berlin — vermißt. xyxy=(560,948,865,964)
casualty-entry: Wehrm. Anton Moschner — Laer, Kr. Bochum — vermißt. xyxy=(1063,745,1476,761)
casualty-entry: Jäg. Bruno Jaeschke — Berlin — vermißt. xyxy=(560,321,857,338)
casualty-entry: Jäg. Paul Föllmer — Steglitz, Kr. Teltow — schwer verwundet. xyxy=(560,1692,1006,1708)
casualty-entry: Wehrm. Ernst Klamm — Ustann, Kr. Neidenburg — vermißt. xyxy=(1063,866,1498,883)
casualty-entry: Jäg. Hans Schmidt — Liebenecknäll — leicht verwundet. xyxy=(560,2190,969,2207)
casualty-entry: Wehrm. Heinrich Steinhausen — Bochum — verwundet. xyxy=(1063,1449,1468,1466)
section-heading: 3. Kompagnie. xyxy=(1239,519,1368,537)
casualty-entry: Jäg. Paul Seydel — Muhlrediltz, Lüben — vermißt. xyxy=(560,261,923,277)
casualty-entry: Res. Hermann Zschammer — Beuthen a. O. — vermißt. xyxy=(1063,486,1462,502)
casualty-entry: Wehrm. Karl Glöckner — Sömmerda, Kr. Weißensee — in Gefangensch., vermutl. verw. xyxy=(1063,1970,1528,1982)
casualty-entry: Gefr. Ernst Kratsch — Altenburg — schwer verwundet. xyxy=(560,2110,957,2126)
casualty-entry: Gefr. Alfred Engel — Cöln a. Rh. — vermißt. xyxy=(55,281,372,298)
casualty-entry: Jäg. Alfred Meier — Hamburg — vermißt. xyxy=(55,1207,356,1223)
